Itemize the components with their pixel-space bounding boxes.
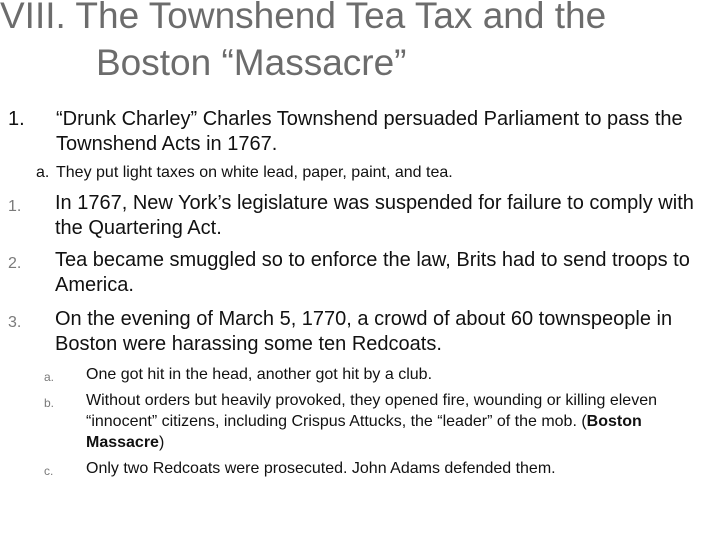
subitem-letter: b. [44, 396, 55, 410]
item-march-5-1770 [8, 307, 708, 357]
item-number: 3. [8, 314, 22, 331]
item-drunk-charley [8, 107, 718, 157]
item-tea-smuggled [8, 248, 708, 298]
boston-massacre-bold: Boston Massacre [86, 413, 642, 451]
item-text: Tea became smuggled so to enforce the law, Brits had to send troops to America. [55, 249, 690, 296]
item-number: 2. [8, 255, 22, 272]
subitem-text: One got hit in the head, another got hit by a club. [86, 366, 433, 383]
subitem-text: Only two Redcoats were prosecuted. John Adams defended them. [86, 460, 556, 477]
item-number: 1. [8, 198, 22, 215]
slide-title [0, 0, 720, 86]
subitem-letter: a. [44, 370, 55, 384]
subitem-light-taxes [36, 163, 716, 183]
item-text: “Drunk Charley” Charles Townshend persuaded Parliament to pass the Townshend Acts in 1767. [56, 108, 683, 155]
subitem-hit-in-head [44, 364, 694, 385]
item-new-york-legislature [8, 191, 708, 241]
subitem-text [86, 390, 694, 453]
subitem-opened-fire [44, 390, 694, 453]
slide-title-line-2: Boston “Massacre” [96, 42, 407, 83]
subitem-prosecuted [44, 458, 694, 479]
subitem-letter: c. [44, 464, 54, 478]
subitem-letter: a. [36, 164, 50, 181]
subitem-text-end: ) [158, 434, 165, 451]
subitem-text: They put light taxes on white lead, paper, paint, and tea. [56, 164, 453, 181]
item-number: 1. [8, 108, 25, 130]
item-text: On the evening of March 5, 1770, a crowd of about 60 townspeople in Boston were harassing some ten Redcoats. [55, 308, 673, 355]
slide-title-line-1: VIII. The Townshend Tea Tax and the [0, 0, 607, 36]
subitem-text-start: Without orders but heavily provoked, they opened fire, wounding or killing eleven “innocent” citizens, including Crispus Attucks, the “leader” of the mob. ( [86, 392, 657, 430]
item-text: In 1767, New York’s legislature was suspended for failure to comply with the Quartering Act. [55, 192, 694, 239]
